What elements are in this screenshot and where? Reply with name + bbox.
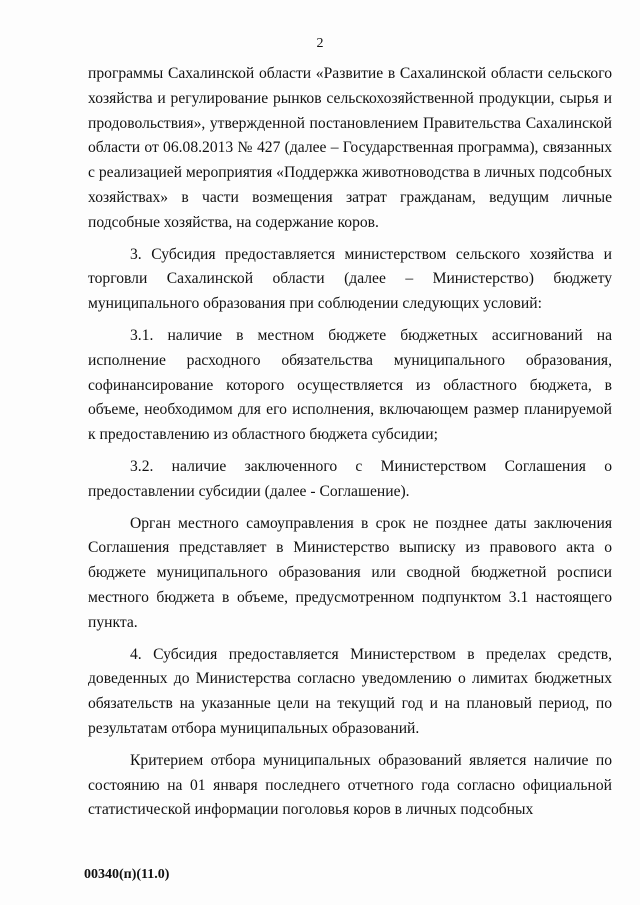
paragraph-clause-3-2: 3.2. наличие заключенного с Министерством Соглашения о предоставлении субсидии (далее - Соглашение). [88,457,612,500]
paragraph-clause-4: 4. Субсидия предоставляется Министерством в пределах средств, доведенных до Министерства согласно уведомлению о лимитах бюджетных обязательств на указанные цели на текущий год и на плановый период, по результатам отбора муниципальных образований. [88,645,612,737]
page-number: 2 [316,36,324,51]
paragraph-criteria: Критерием отбора муниципальных образований является наличие по состоянию на 01 января последнего отчетного года согласно официальной статистической информации поголовья коров в личных подсобных [88,751,612,819]
paragraph-clause-3: 3. Субсидия предоставляется министерством сельского хозяйства и торговли Сахалинской области (далее – Министерство) бюджету муниципального образования при соблюдении следующих условий: [88,245,612,313]
paragraph-intro-continuation: программы Сахалинской области «Развитие в Сахалинской области сельского хозяйства и регулирование рынков сельскохозяйственной продукции, сырья и продовольствия», утвержденной постановлением Правительства Сахалинской области от 06.08.2013 № 427 (далее – Государственная программа), связанных с реализацией мероприятия «Поддержка животноводства в личных подсобных хозяйствах» в части возмещения затрат гражданам, ведущим личные подсобные хозяйства, на содержание коров. [88,65,612,231]
paragraph-clause-3-1: 3.1. наличие в местном бюджете бюджетных ассигнований на исполнение расходного обязательства муниципального образования, софинансирование которого осуществляется из областного бюджета, в объеме, необходимом для его исполнения, включающем размер планируемой к предоставлению из областного бюджета субсидии; [88,326,612,444]
document-body [88,62,612,823]
paragraph-local-authority: Орган местного самоуправления в срок не позднее даты заключения Соглашения представляет в Министерство выписку из правового акта о бюджете муниципального образования или сводной бюджетной росписи местного бюджета в объеме, предусмотренном подпунктом 3.1 настоящего пункта. [88,514,612,631]
document-code: 00340(п)(11.0) [84,867,170,882]
